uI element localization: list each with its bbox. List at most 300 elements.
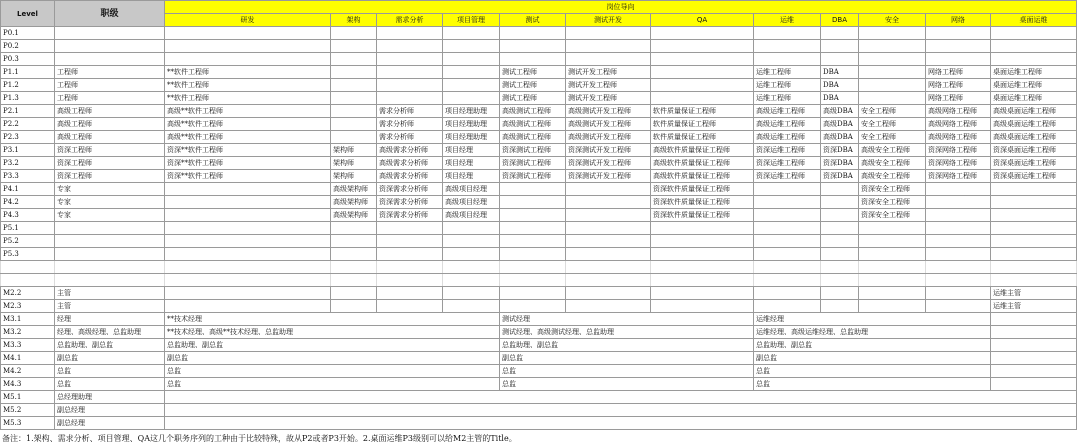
table-row xyxy=(1,417,1077,430)
position-cell xyxy=(651,27,754,40)
rank-cell: 专家 xyxy=(55,196,165,209)
spacer-row xyxy=(1,274,1077,287)
position-cell xyxy=(754,183,821,196)
empty-cell xyxy=(991,274,1077,287)
column-header-7: 运维 xyxy=(754,14,821,27)
position-cell xyxy=(991,378,1077,391)
position-cell xyxy=(859,235,926,248)
empty-cell xyxy=(331,300,377,313)
position-cell xyxy=(859,27,926,40)
table-row xyxy=(1,105,1077,118)
level-cell: P1.2 xyxy=(1,79,55,92)
position-cell xyxy=(566,40,651,53)
position-cell: 项目经理助理 xyxy=(443,118,500,131)
position-cell xyxy=(500,53,566,66)
position-cell: 测试工程师 xyxy=(500,92,566,105)
position-cell: 资深软件质量保证工程师 xyxy=(651,196,754,209)
position-cell: 资深软件质量保证工程师 xyxy=(651,183,754,196)
position-cell: 资深桌面运维工程师 xyxy=(991,144,1077,157)
position-cell xyxy=(500,248,566,261)
position-cell xyxy=(500,40,566,53)
position-cell: 资深测试开发工程师 xyxy=(566,157,651,170)
rank-cell: 副总经理 xyxy=(55,404,165,417)
position-cell: DBA xyxy=(821,92,859,105)
position-cell: 软件质量保证工程师 xyxy=(651,118,754,131)
position-cell xyxy=(331,248,377,261)
position-cell xyxy=(859,92,926,105)
table-row xyxy=(1,40,1077,53)
position-cell: DBA xyxy=(821,79,859,92)
position-cell xyxy=(754,196,821,209)
column-header-9: 安全 xyxy=(859,14,926,27)
position-cell: 网络工程师 xyxy=(926,92,991,105)
position-cell: 资深软件质量保证工程师 xyxy=(651,209,754,222)
position-cell xyxy=(331,105,377,118)
level-cell: P5.3 xyxy=(1,248,55,261)
position-cell: 高级DBA xyxy=(821,105,859,118)
position-cell: 高级网络工程师 xyxy=(926,105,991,118)
position-cell xyxy=(754,209,821,222)
table-row xyxy=(1,326,1077,339)
level-cell: M4.3 xyxy=(1,378,55,391)
empty-cell xyxy=(500,261,566,274)
position-cell xyxy=(331,66,377,79)
position-cell: DBA xyxy=(821,66,859,79)
position-cell xyxy=(566,196,651,209)
position-cell: 测试工程师 xyxy=(500,79,566,92)
empty-cell xyxy=(55,274,165,287)
position-cell: **技术经理、高级**技术经理、总监助理 xyxy=(165,326,500,339)
position-cell: 需求分析师 xyxy=(377,105,443,118)
position-cell: 总监 xyxy=(754,378,991,391)
empty-cell xyxy=(566,300,651,313)
empty-cell xyxy=(377,287,443,300)
position-cell: 测试开发工程师 xyxy=(566,92,651,105)
position-cell xyxy=(331,131,377,144)
position-cell: 高级**软件工程师 xyxy=(165,131,331,144)
position-cell xyxy=(566,235,651,248)
empty-cell xyxy=(443,274,500,287)
position-cell xyxy=(331,235,377,248)
rank-cell: 经理、高级经理、总监助理 xyxy=(55,326,165,339)
position-cell xyxy=(331,118,377,131)
position-cell: 高级安全工程师 xyxy=(859,144,926,157)
rank-cell: 主管 xyxy=(55,300,165,313)
empty-cell xyxy=(331,274,377,287)
table-row xyxy=(1,79,1077,92)
position-cell xyxy=(377,66,443,79)
table-row xyxy=(1,183,1077,196)
position-cell xyxy=(377,235,443,248)
position-cell xyxy=(443,235,500,248)
position-cell xyxy=(566,183,651,196)
position-cell xyxy=(500,222,566,235)
position-cell: 高级安全工程师 xyxy=(859,157,926,170)
position-cell: 测试经理 xyxy=(500,313,754,326)
empty-cell xyxy=(754,300,821,313)
position-cell xyxy=(926,183,991,196)
position-cell xyxy=(651,40,754,53)
position-cell: 测试开发工程师 xyxy=(566,66,651,79)
level-cell: P0.1 xyxy=(1,27,55,40)
position-cell: 资深需求分析师 xyxy=(377,209,443,222)
empty-cell xyxy=(377,274,443,287)
position-cell: 测试开发工程师 xyxy=(566,79,651,92)
position-cell: 高级桌面运维工程师 xyxy=(991,105,1077,118)
level-cell: P3.2 xyxy=(1,157,55,170)
position-cell: 资深**软件工程师 xyxy=(165,170,331,183)
position-cell: 测试经理、高级测试经理、总监助理 xyxy=(500,326,754,339)
position-cell xyxy=(651,248,754,261)
table-row xyxy=(1,157,1077,170)
position-cell xyxy=(991,196,1077,209)
position-cell: 软件质量保证工程师 xyxy=(651,131,754,144)
position-cell: **技术经理 xyxy=(165,313,500,326)
position-cell xyxy=(859,248,926,261)
position-cell xyxy=(566,209,651,222)
empty-cell xyxy=(377,261,443,274)
position-cell: **软件工程师 xyxy=(165,92,331,105)
empty-cell xyxy=(926,300,991,313)
position-cell: 桌面运维工程师 xyxy=(991,66,1077,79)
empty-cell xyxy=(500,274,566,287)
position-cell xyxy=(821,222,859,235)
position-cell xyxy=(377,27,443,40)
position-cell xyxy=(377,248,443,261)
rank-cell xyxy=(55,40,165,53)
column-header-11: 桌面运维 xyxy=(991,14,1077,27)
empty-cell xyxy=(165,274,331,287)
position-cell xyxy=(165,40,331,53)
table-row xyxy=(1,196,1077,209)
position-cell: **软件工程师 xyxy=(165,79,331,92)
empty-cell xyxy=(859,261,926,274)
level-header: Level xyxy=(1,1,55,27)
position-cell: 项目经理助理 xyxy=(443,131,500,144)
rank-cell: 副总经理 xyxy=(55,417,165,430)
empty-cell xyxy=(55,261,165,274)
position-cell: 高级软件质量保证工程师 xyxy=(651,144,754,157)
empty-cell xyxy=(443,300,500,313)
position-cell xyxy=(566,248,651,261)
position-cell: 总监 xyxy=(500,365,754,378)
column-header-10: 网络 xyxy=(926,14,991,27)
empty-cell xyxy=(165,261,331,274)
position-cell xyxy=(754,27,821,40)
empty-cell xyxy=(566,261,651,274)
position-cell xyxy=(377,40,443,53)
position-cell xyxy=(500,196,566,209)
position-cell: 安全工程师 xyxy=(859,105,926,118)
position-cell: 高级测试开发工程师 xyxy=(566,118,651,131)
rank-cell: 总经理助理 xyxy=(55,391,165,404)
position-cell xyxy=(165,209,331,222)
table-row xyxy=(1,313,1077,326)
table-row xyxy=(1,287,1077,300)
position-cell: 高级DBA xyxy=(821,118,859,131)
level-cell: M4.1 xyxy=(1,352,55,365)
column-header-0: 研发 xyxy=(165,14,331,27)
position-cell: 项目经理 xyxy=(443,157,500,170)
position-cell xyxy=(821,53,859,66)
position-cell xyxy=(443,66,500,79)
position-cell: 资深测试工程师 xyxy=(500,157,566,170)
table-row xyxy=(1,352,1077,365)
empty-cell xyxy=(859,300,926,313)
empty-cell xyxy=(821,300,859,313)
position-cell: 资深运维工程师 xyxy=(754,170,821,183)
position-cell xyxy=(991,365,1077,378)
position-cell: 高级架构师 xyxy=(331,183,377,196)
position-cell: 总监助理、副总监 xyxy=(165,339,500,352)
position-cell: 高级DBA xyxy=(821,131,859,144)
level-cell: P0.3 xyxy=(1,53,55,66)
position-cell: 总监 xyxy=(754,365,991,378)
position-cell: 资深测试开发工程师 xyxy=(566,144,651,157)
position-cell: 项目经理助理 xyxy=(443,105,500,118)
position-cell xyxy=(926,209,991,222)
empty-cell xyxy=(926,274,991,287)
position-cell xyxy=(377,92,443,105)
rank-cell: 资深工程师 xyxy=(55,157,165,170)
position-cell: 高级网络工程师 xyxy=(926,131,991,144)
empty-cell xyxy=(377,300,443,313)
empty-cell xyxy=(859,274,926,287)
level-cell: M5.3 xyxy=(1,417,55,430)
position-cell xyxy=(331,53,377,66)
position-cell: 高级桌面运维工程师 xyxy=(991,118,1077,131)
empty-cell xyxy=(165,287,331,300)
position-cell: 运维经理 xyxy=(754,313,991,326)
position-cell xyxy=(991,222,1077,235)
position-cell xyxy=(991,27,1077,40)
table-row xyxy=(1,53,1077,66)
position-cell: 网络工程师 xyxy=(926,66,991,79)
position-cell xyxy=(926,235,991,248)
position-cell xyxy=(443,222,500,235)
position-cell: 高级**软件工程师 xyxy=(165,105,331,118)
position-cell: 资深网络工程师 xyxy=(926,157,991,170)
position-cell: 资深测试工程师 xyxy=(500,144,566,157)
position-cell: 总监助理、副总监 xyxy=(500,339,754,352)
position-cell xyxy=(859,53,926,66)
position-cell: 资深安全工程师 xyxy=(859,209,926,222)
rank-cell: 总监 xyxy=(55,378,165,391)
position-cell: 高级**软件工程师 xyxy=(165,118,331,131)
position-cell xyxy=(991,183,1077,196)
empty-cell xyxy=(754,274,821,287)
level-cell: M4.2 xyxy=(1,365,55,378)
level-cell: P1.1 xyxy=(1,66,55,79)
position-cell: 运维工程师 xyxy=(754,92,821,105)
level-cell: P3.1 xyxy=(1,144,55,157)
position-cell xyxy=(821,183,859,196)
position-cell: **软件工程师 xyxy=(165,66,331,79)
position-cell xyxy=(165,248,331,261)
position-cell: 高级架构师 xyxy=(331,196,377,209)
empty-cell xyxy=(926,261,991,274)
position-cell xyxy=(754,248,821,261)
position-cell: 运维主管 xyxy=(991,300,1077,313)
position-cell xyxy=(377,53,443,66)
column-header-1: 架构 xyxy=(331,14,377,27)
table-row xyxy=(1,222,1077,235)
position-cell: 桌面运维工程师 xyxy=(991,79,1077,92)
table-row xyxy=(1,391,1077,404)
position-cell: 资深DBA xyxy=(821,144,859,157)
position-cell xyxy=(651,92,754,105)
position-cell xyxy=(165,183,331,196)
empty-cell xyxy=(165,404,1077,417)
empty-cell xyxy=(821,287,859,300)
position-cell xyxy=(991,235,1077,248)
level-cell: P5.1 xyxy=(1,222,55,235)
position-cell xyxy=(331,79,377,92)
position-cell xyxy=(821,40,859,53)
position-cell: 资深网络工程师 xyxy=(926,170,991,183)
position-cell: 资深DBA xyxy=(821,157,859,170)
position-cell xyxy=(991,209,1077,222)
empty-cell xyxy=(754,287,821,300)
position-cell xyxy=(165,235,331,248)
position-cell: 运维主管 xyxy=(991,287,1077,300)
position-cell: 高级运维工程师 xyxy=(754,118,821,131)
position-cell: 运维工程师 xyxy=(754,66,821,79)
position-cell xyxy=(443,53,500,66)
table-row xyxy=(1,66,1077,79)
position-cell: 架构师 xyxy=(331,170,377,183)
empty-cell xyxy=(500,300,566,313)
position-cell: 总监 xyxy=(165,365,500,378)
table-row xyxy=(1,144,1077,157)
position-group-header: 岗位导向 xyxy=(165,1,1077,14)
position-cell xyxy=(500,27,566,40)
level-cell: M5.1 xyxy=(1,391,55,404)
empty-cell xyxy=(331,261,377,274)
position-cell xyxy=(500,209,566,222)
position-cell: 资深测试开发工程师 xyxy=(566,170,651,183)
position-cell: 资深**软件工程师 xyxy=(165,144,331,157)
position-cell: 资深测试工程师 xyxy=(500,170,566,183)
position-cell: 高级安全工程师 xyxy=(859,170,926,183)
column-header-2: 需求分析 xyxy=(377,14,443,27)
rank-cell: 工程师 xyxy=(55,92,165,105)
rank-header: 职级 xyxy=(55,1,165,27)
position-cell: 资深安全工程师 xyxy=(859,196,926,209)
position-cell xyxy=(754,222,821,235)
table-row xyxy=(1,378,1077,391)
position-cell xyxy=(926,222,991,235)
table-row xyxy=(1,27,1077,40)
table-row xyxy=(1,92,1077,105)
level-cell: M3.1 xyxy=(1,313,55,326)
position-cell: 架构师 xyxy=(331,157,377,170)
empty-cell xyxy=(991,261,1077,274)
rank-cell: 工程师 xyxy=(55,66,165,79)
position-cell xyxy=(991,53,1077,66)
position-cell: 总监助理、副总监 xyxy=(754,339,991,352)
position-cell: 高级需求分析师 xyxy=(377,157,443,170)
position-cell: 高级项目经理 xyxy=(443,196,500,209)
level-cell: P2.1 xyxy=(1,105,55,118)
position-cell: 副总监 xyxy=(500,352,754,365)
rank-cell xyxy=(55,248,165,261)
empty-cell xyxy=(821,261,859,274)
position-cell: 高级测试工程师 xyxy=(500,131,566,144)
level-cell: P3.3 xyxy=(1,170,55,183)
position-cell xyxy=(443,248,500,261)
table-row xyxy=(1,404,1077,417)
position-cell xyxy=(991,352,1077,365)
position-cell xyxy=(331,40,377,53)
position-cell: 项目经理 xyxy=(443,170,500,183)
rank-cell: 主管 xyxy=(55,287,165,300)
position-cell: 总监 xyxy=(165,378,500,391)
rank-cell: 资深工程师 xyxy=(55,144,165,157)
position-cell xyxy=(165,196,331,209)
level-cell: P0.2 xyxy=(1,40,55,53)
position-cell xyxy=(443,40,500,53)
position-cell xyxy=(443,92,500,105)
empty-cell xyxy=(1,261,55,274)
level-cell: P4.2 xyxy=(1,196,55,209)
level-cell: P2.3 xyxy=(1,131,55,144)
position-cell xyxy=(991,313,1077,326)
position-cell xyxy=(165,53,331,66)
position-cell xyxy=(331,27,377,40)
position-cell xyxy=(991,40,1077,53)
rank-cell: 总监 xyxy=(55,365,165,378)
position-cell: 高级软件质量保证工程师 xyxy=(651,170,754,183)
position-cell xyxy=(821,209,859,222)
position-cell: 高级运维工程师 xyxy=(754,105,821,118)
footnote: 备注：1.架构、需求分析、项目管理、QA这几个职务序列的工种由于比较特殊，故从P2或者P3开始。2.桌面运维P3级别可以给M2主管的Title。 xyxy=(2,434,517,443)
position-cell: 资深桌面运维工程师 xyxy=(991,170,1077,183)
position-cell xyxy=(500,183,566,196)
position-cell: 资深安全工程师 xyxy=(859,183,926,196)
position-cell xyxy=(754,40,821,53)
position-cell xyxy=(926,196,991,209)
level-cell: P1.3 xyxy=(1,92,55,105)
rank-cell: 副总监 xyxy=(55,352,165,365)
position-cell xyxy=(991,326,1077,339)
empty-cell xyxy=(651,261,754,274)
table-row xyxy=(1,365,1077,378)
position-cell xyxy=(331,92,377,105)
position-cell xyxy=(991,248,1077,261)
position-cell xyxy=(500,235,566,248)
position-cell: 资深桌面运维工程师 xyxy=(991,157,1077,170)
table-row xyxy=(1,248,1077,261)
table-row xyxy=(1,131,1077,144)
rank-cell: 工程师 xyxy=(55,79,165,92)
empty-cell xyxy=(754,261,821,274)
position-cell: 高级运维工程师 xyxy=(754,131,821,144)
column-header-5: 测试开发 xyxy=(566,14,651,27)
column-header-4: 测试 xyxy=(500,14,566,27)
position-cell xyxy=(443,79,500,92)
position-cell xyxy=(926,27,991,40)
empty-cell xyxy=(500,287,566,300)
position-cell: 高级测试工程师 xyxy=(500,105,566,118)
level-cell: P2.2 xyxy=(1,118,55,131)
level-cell: M3.2 xyxy=(1,326,55,339)
empty-cell xyxy=(1,274,55,287)
rank-cell: 专家 xyxy=(55,183,165,196)
rank-cell xyxy=(55,53,165,66)
position-cell xyxy=(377,222,443,235)
position-cell: 高级测试开发工程师 xyxy=(566,105,651,118)
